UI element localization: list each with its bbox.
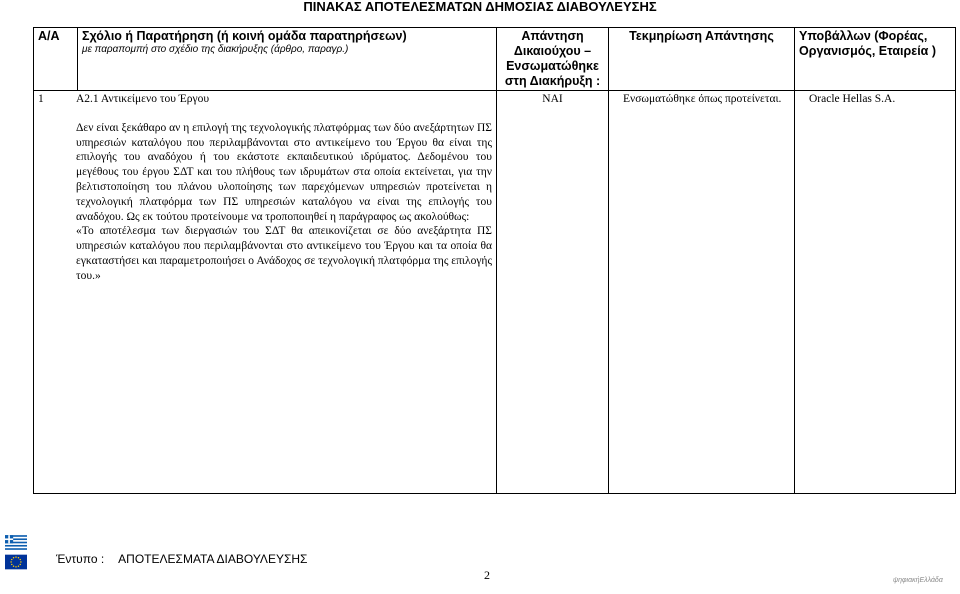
row-number: 1 — [38, 93, 44, 105]
page-title: ΠΙΝΑΚΑΣ ΑΠΟΤΕΛΕΣΜΑΤΩΝ ΔΗΜΟΣΙΑΣ ΔΙΑΒΟΥΛΕΥΣΗΣ — [303, 0, 657, 14]
justification-cell: Ενσωματώθηκε όπως προτείνεται. — [609, 91, 795, 494]
greek-flag-icon — [5, 535, 27, 550]
header-row — [34, 28, 956, 91]
comment-paragraph: «Το αποτέλεσμα των διεργασιών του ΣΔΤ θα απεικονίζεται σε δύο ανεξάρτητα ΠΣ υπηρεσιών καταλόγου που περιλαμβάνονται στο αντικείμενο του Έργου και τα οποία θα εγκαταστήσει και παραμετροποιήσει ο Ανάδοχος σε τεχνολογική πλατφόρμα της επιλογής του.» — [76, 225, 492, 282]
page-number: 2 — [484, 568, 490, 582]
row-section: Α2.1 Αντικείμενο του Έργου — [76, 93, 210, 105]
comment-text — [38, 121, 492, 284]
comment-paragraph: Δεν είναι ξεκάθαρο αν η επιλογή της τεχνολογικής πλατφόρμας των δύο ανεξάρτητων ΠΣ υπηρεσιών καταλόγου που περιλαμβάνονται στο αντικείμενο του Έργου θα είναι της επιλογής του αναδόχου ή του εκάστοτε εκπαιδευτικού ιδρύματος. Δεδομένου του μεγέθους του έργου ΣΔΤ και του πλήθους των ιδρυμάτων στα οποία εκτείνεται, για την βελτιστοποίηση του πλάνου υλοποίησης των παρεχόμενων υπηρεσιών προτείνεται η τεχνολογική πλατφόρμα των ΠΣ υπηρεσιών καταλόγου να είναι της επιλογής του αναδόχου. Ως εκ τούτου προτείνουμε να τροποποιηθεί η παράγραφος ως ακολούθως: — [76, 121, 492, 223]
digital-greece-logo: ψηφιακήΕλλάδα — [893, 577, 943, 584]
header-aa: Α/Α — [34, 28, 78, 91]
comment-cell — [34, 91, 497, 494]
results-table — [33, 27, 956, 494]
answer-cell: ΝΑΙ — [497, 91, 609, 494]
row-heading — [38, 92, 492, 107]
header-answer: Απάντηση Δικαιούχου – Ενσωματώθηκε στη Διακήρυξη : — [497, 28, 609, 91]
footer-value: ΑΠΟΤΕΛΕΣΜΑΤΑ ΔΙΑΒΟΥΛΕΥΣΗΣ — [118, 552, 308, 566]
footer-label: Έντυπο : — [56, 552, 105, 566]
header-comment-subtitle: με παραπομπή στο σχέδιο της διακήρυξης (άρθρο, παραγρ.) — [82, 44, 349, 55]
header-submitter: Υποβάλλων (Φορέας, Οργανισμός, Εταιρεία ) — [795, 28, 956, 91]
eu-flag-icon — [5, 554, 27, 570]
header-comment — [78, 28, 497, 91]
header-justification: Τεκμηρίωση Απάντησης — [609, 28, 795, 91]
submitter-cell: Oracle Hellas S.A. — [795, 91, 956, 494]
footer-form-label — [56, 552, 307, 566]
table-row — [34, 91, 956, 494]
header-comment-label: Σχόλιο ή Παρατήρηση (ή κοινή ομάδα παρατηρήσεων) — [82, 29, 407, 43]
